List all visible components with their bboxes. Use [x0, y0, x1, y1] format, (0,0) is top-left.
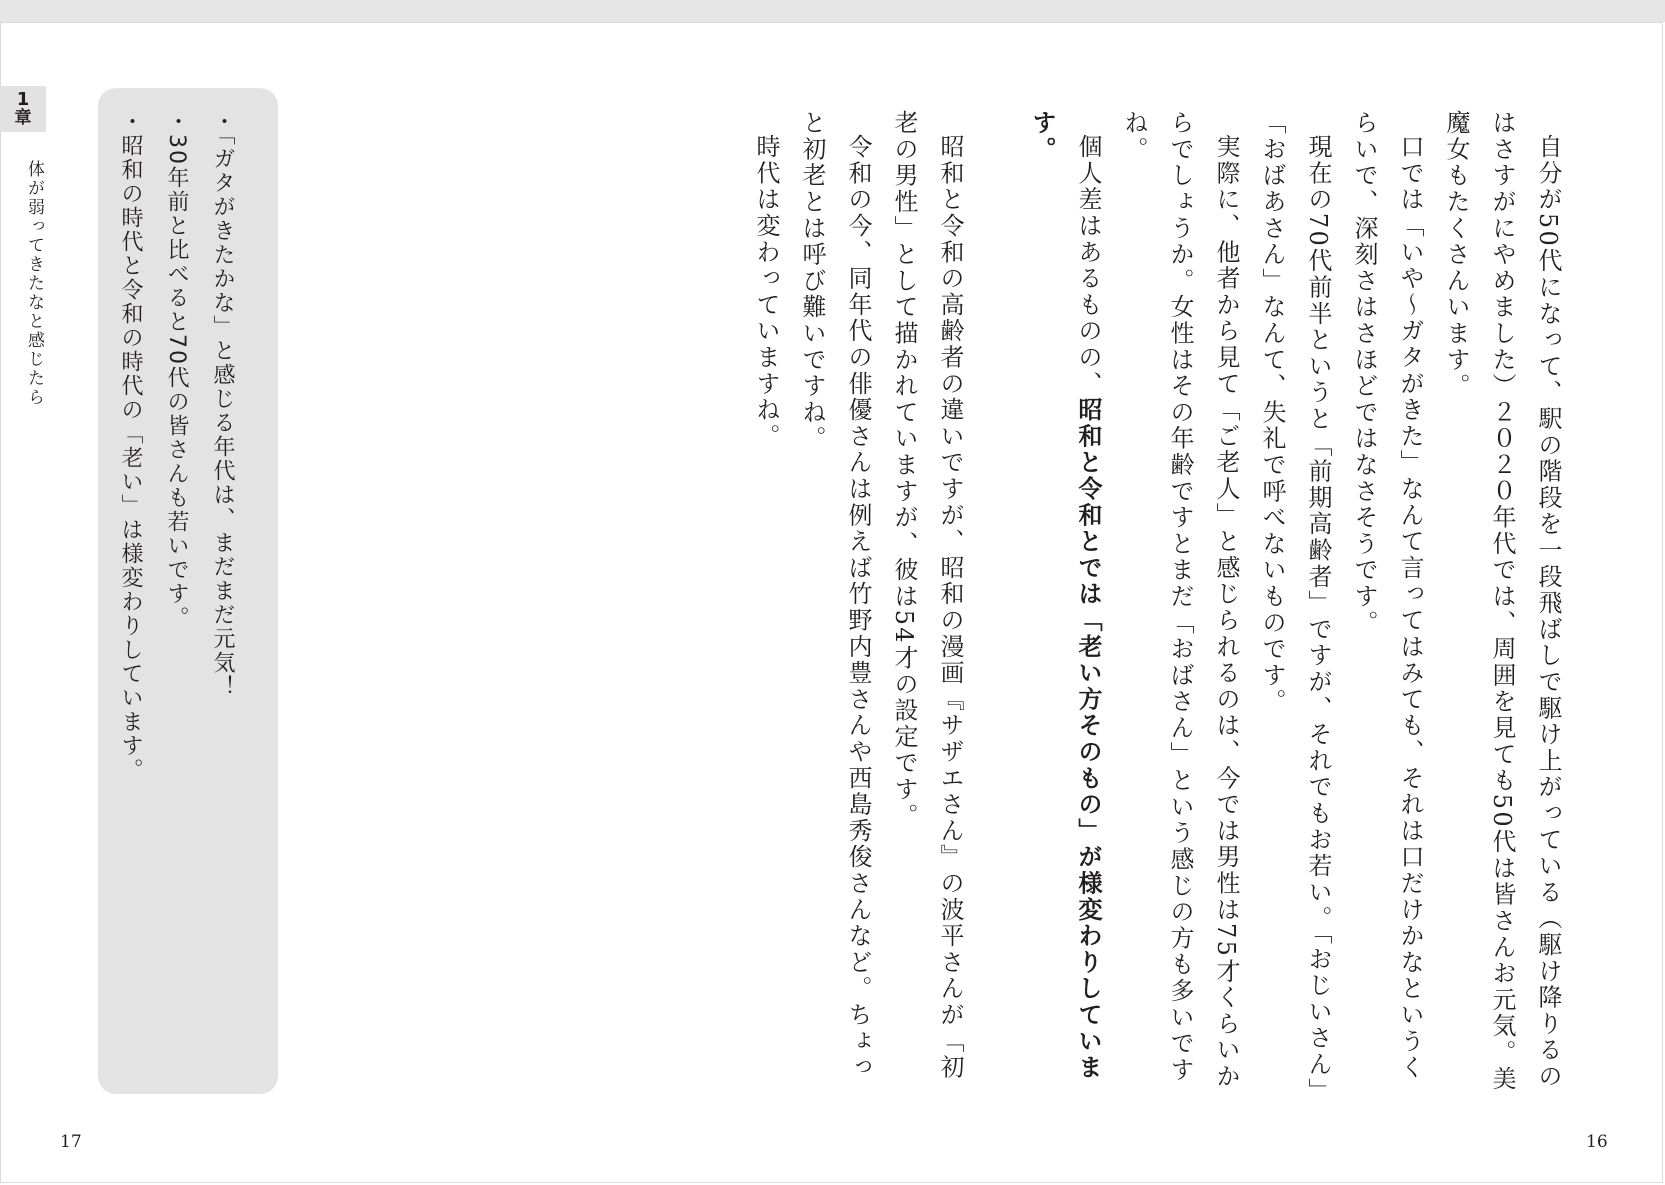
page-number-left: 17 [60, 1132, 82, 1152]
summary-item: ・昭和の時代と令和の時代の「老い」は様変わりしています。 [118, 110, 143, 782]
paragraph: 実際に、他者から見て「ご老人」と感じられるのは、今では男性は75才くらいからでしょうか。女性はその年齢ですとまだ「おばさん」という感じの方も多いですね。 [1120, 110, 1240, 1090]
paragraph: 自分が50代になって、駅の階段を一段飛ばしで駆け上がっている（駆け降りるのはさすがにやめました）２０２０年代では、周囲を見ても50代は皆さんお元気。美魔女もたくさんいます。 [1442, 110, 1562, 1092]
body-text [743, 110, 1571, 1100]
paragraph-emphasis [1019, 110, 1111, 1100]
chapter-label: 章 [14, 107, 32, 128]
paragraph: 現在の70代前半というと「前期高齢者」ですが、それでもお若い。「おじいさん」「おばあさん」なんて、失礼で呼べないものです。 [1258, 110, 1332, 1092]
chapter-tab [0, 86, 46, 132]
summary-item: ・「ガタがきたかな」と感じる年代は、まだまだ元気！ [210, 110, 235, 699]
paragraph: 昭和と令和の高齢者の違いですが、昭和の漫画『サザエさん』の波平さんが「初老の男性」として描かれていますが、彼は54才の設定です。 [890, 110, 964, 1081]
paragraph: 口では「いや～ガタがきた」なんて言ってはみても、それは口だけかなというくらいで、深刻さはさほどではなさそうです。 [1350, 110, 1424, 1081]
paragraph: 令和の今、同年代の俳優さんは例えば竹野内豊さんや西島秀俊さんなど。ちょっと初老とは呼び難いですね。 [798, 110, 872, 1081]
emphasis-text: 昭和と令和とでは「老い方そのもの」が様変わりしています。 [1028, 110, 1102, 1081]
summary-list [107, 110, 245, 1030]
running-head: 体が弱ってきたなと感じたら [24, 160, 44, 407]
viewer-top-bar [0, 0, 1665, 22]
paragraph-lead: 個人差はあるものの、 [1074, 134, 1102, 397]
page-number-right: 16 [1586, 1132, 1608, 1152]
paragraph: 時代は変わっていますね。 [752, 134, 780, 450]
chapter-number: 1 [16, 88, 30, 110]
summary-item: ・30年前と比べると70代の皆さんも若いです。 [164, 110, 189, 630]
